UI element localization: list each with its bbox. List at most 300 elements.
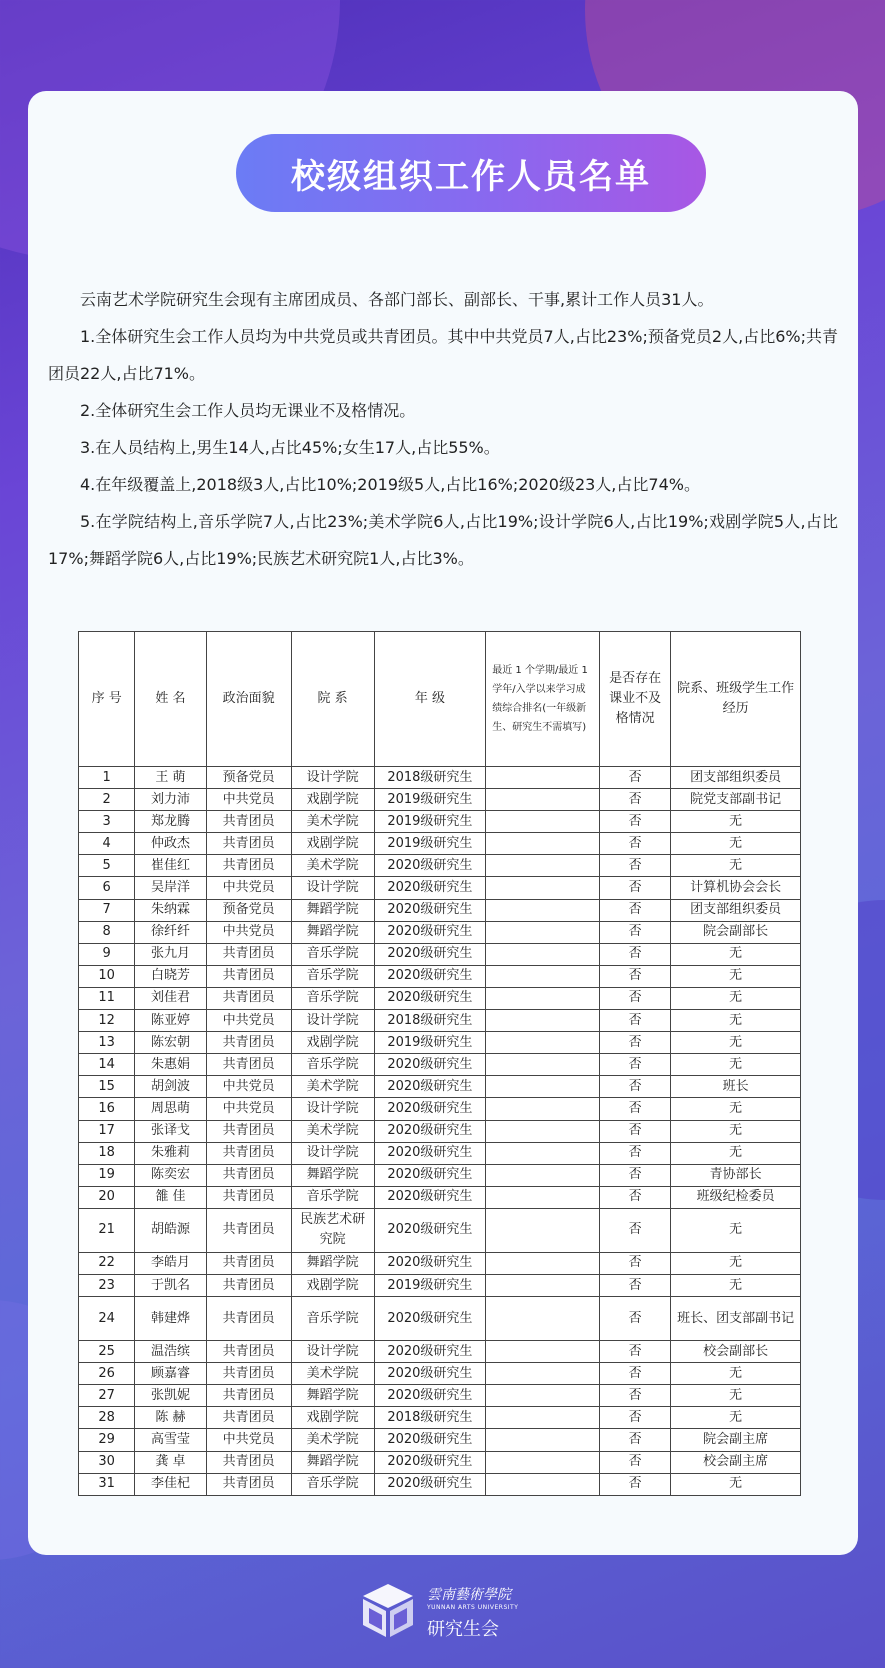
- table-row: [79, 921, 801, 943]
- cell-rank: [486, 1120, 600, 1142]
- cell-fail: 否: [599, 899, 670, 921]
- cell-dept: 设计学院: [291, 877, 374, 899]
- cell-grade: 2020级研究生: [374, 877, 486, 899]
- cell-fail: 否: [599, 1076, 670, 1098]
- table-row: [79, 1076, 801, 1098]
- cell-name: 徐纤纤: [135, 921, 206, 943]
- table-body: [79, 767, 801, 1496]
- cell-rank: [486, 1341, 600, 1363]
- table-row: [79, 1407, 801, 1429]
- cell-name: 张译戈: [135, 1120, 206, 1142]
- cell-grade: 2020级研究生: [374, 1142, 486, 1164]
- cell-name: 白晓芳: [135, 965, 206, 987]
- cell-dept: 舞蹈学院: [291, 1164, 374, 1186]
- cell-fail: 否: [599, 1032, 670, 1054]
- intro-paragraph: 云南艺术学院研究生会现有主席团成员、各部门部长、副部长、干事,累计工作人员31人。: [80, 290, 714, 309]
- cell-dept: 美术学院: [291, 1076, 374, 1098]
- cell-rank: [486, 1407, 600, 1429]
- cell-no: 28: [79, 1407, 135, 1429]
- intro-paragraph: 3.在人员结构上,男生14人,占比45%;女生17人,占比55%。: [80, 438, 500, 457]
- cell-fail: 否: [599, 1429, 670, 1451]
- cell-no: 4: [79, 833, 135, 855]
- cell-exp: 团支部组织委员: [671, 767, 801, 789]
- cell-dept: 戏剧学院: [291, 1274, 374, 1296]
- cell-name: 温浩缤: [135, 1341, 206, 1363]
- cell-exp: 校会副主席: [671, 1451, 801, 1473]
- cell-no: 21: [79, 1208, 135, 1252]
- cell-politics: 共青团员: [206, 1252, 291, 1274]
- staff-table-wrap: [78, 631, 801, 1496]
- cell-name: 李皓月: [135, 1252, 206, 1274]
- cell-politics: 共青团员: [206, 1341, 291, 1363]
- cell-exp: 无: [671, 811, 801, 833]
- cell-exp: 班长、团支部副书记: [671, 1297, 801, 1341]
- cell-dept: 戏剧学院: [291, 833, 374, 855]
- table-row: [79, 1473, 801, 1495]
- cell-grade: 2020级研究生: [374, 987, 486, 1009]
- cell-dept: 舞蹈学院: [291, 1451, 374, 1473]
- table-row: [79, 1098, 801, 1120]
- header-dept: 院 系: [291, 632, 374, 767]
- cell-fail: 否: [599, 789, 670, 811]
- cell-dept: 美术学院: [291, 1363, 374, 1385]
- cell-no: 22: [79, 1252, 135, 1274]
- cell-fail: 否: [599, 1473, 670, 1495]
- cell-dept: 美术学院: [291, 855, 374, 877]
- cell-exp: 班级纪检委员: [671, 1186, 801, 1208]
- cell-name: 刘力沛: [135, 789, 206, 811]
- cell-politics: 预备党员: [206, 767, 291, 789]
- cell-grade: 2018级研究生: [374, 1407, 486, 1429]
- cell-politics: 共青团员: [206, 1473, 291, 1495]
- cell-no: 10: [79, 965, 135, 987]
- cell-politics: 中共党员: [206, 877, 291, 899]
- book-cube-logo-icon: [357, 1580, 419, 1642]
- cell-no: 29: [79, 1429, 135, 1451]
- cell-rank: [486, 1274, 600, 1296]
- cell-fail: 否: [599, 1451, 670, 1473]
- table-row: [79, 899, 801, 921]
- table-row: [79, 1429, 801, 1451]
- table-row: [79, 1164, 801, 1186]
- cell-grade: 2020级研究生: [374, 1120, 486, 1142]
- cell-fail: 否: [599, 1010, 670, 1032]
- table-row: [79, 789, 801, 811]
- table-row: [79, 1252, 801, 1274]
- cell-dept: 音乐学院: [291, 965, 374, 987]
- cell-rank: [486, 1164, 600, 1186]
- cell-grade: 2018级研究生: [374, 767, 486, 789]
- cell-name: 李佳杞: [135, 1473, 206, 1495]
- table-row: [79, 1010, 801, 1032]
- cell-grade: 2020级研究生: [374, 1429, 486, 1451]
- table-row: [79, 767, 801, 789]
- cell-exp: 团支部组织委员: [671, 899, 801, 921]
- cell-name: 朱惠娟: [135, 1054, 206, 1076]
- cell-no: 13: [79, 1032, 135, 1054]
- cell-grade: 2020级研究生: [374, 1076, 486, 1098]
- cell-politics: 中共党员: [206, 1010, 291, 1032]
- cell-fail: 否: [599, 1142, 670, 1164]
- cell-rank: [486, 1098, 600, 1120]
- cell-no: 11: [79, 987, 135, 1009]
- table-row: [79, 1032, 801, 1054]
- cell-politics: 共青团员: [206, 1142, 291, 1164]
- cell-politics: 共青团员: [206, 855, 291, 877]
- cell-no: 2: [79, 789, 135, 811]
- cell-dept: 音乐学院: [291, 943, 374, 965]
- cell-name: 仲政杰: [135, 833, 206, 855]
- table-row: [79, 965, 801, 987]
- cell-name: 崔佳红: [135, 855, 206, 877]
- cell-grade: 2020级研究生: [374, 965, 486, 987]
- table-row: [79, 1451, 801, 1473]
- cell-grade: 2020级研究生: [374, 943, 486, 965]
- cell-exp: 院会副主席: [671, 1429, 801, 1451]
- cell-dept: 民族艺术研究院: [291, 1208, 374, 1252]
- cell-politics: 共青团员: [206, 833, 291, 855]
- cell-fail: 否: [599, 1054, 670, 1076]
- cell-name: 顾嘉睿: [135, 1363, 206, 1385]
- cell-no: 16: [79, 1098, 135, 1120]
- cell-no: 1: [79, 767, 135, 789]
- cell-grade: 2019级研究生: [374, 811, 486, 833]
- cell-dept: 设计学院: [291, 1341, 374, 1363]
- cell-grade: 2019级研究生: [374, 789, 486, 811]
- cell-fail: 否: [599, 943, 670, 965]
- cell-rank: [486, 1142, 600, 1164]
- cell-grade: 2020级研究生: [374, 855, 486, 877]
- cell-name: 吴岸洋: [135, 877, 206, 899]
- cell-dept: 舞蹈学院: [291, 1385, 374, 1407]
- cell-rank: [486, 1473, 600, 1495]
- table-row: [79, 1120, 801, 1142]
- table-row: [79, 1186, 801, 1208]
- header-no: 序 号: [79, 632, 135, 767]
- cell-politics: 共青团员: [206, 1451, 291, 1473]
- cell-exp: 无: [671, 943, 801, 965]
- cell-no: 20: [79, 1186, 135, 1208]
- cell-fail: 否: [599, 987, 670, 1009]
- cell-dept: 音乐学院: [291, 987, 374, 1009]
- cell-rank: [486, 987, 600, 1009]
- cell-grade: 2020级研究生: [374, 1341, 486, 1363]
- table-row: [79, 855, 801, 877]
- page-title: 校级组织工作人员名单: [291, 156, 651, 197]
- cell-no: 6: [79, 877, 135, 899]
- cell-rank: [486, 943, 600, 965]
- cell-dept: 设计学院: [291, 1010, 374, 1032]
- cell-no: 5: [79, 855, 135, 877]
- cell-exp: 青协部长: [671, 1164, 801, 1186]
- cell-fail: 否: [599, 1407, 670, 1429]
- cell-rank: [486, 855, 600, 877]
- cell-rank: [486, 767, 600, 789]
- staff-table: [78, 631, 801, 1496]
- table-row: [79, 943, 801, 965]
- cell-grade: 2020级研究生: [374, 1385, 486, 1407]
- cell-name: 郑龙腾: [135, 811, 206, 833]
- cell-politics: 共青团员: [206, 965, 291, 987]
- cell-fail: 否: [599, 1385, 670, 1407]
- cell-politics: 中共党员: [206, 1429, 291, 1451]
- table-header-row: [79, 632, 801, 767]
- cell-rank: [486, 1363, 600, 1385]
- cell-no: 8: [79, 921, 135, 943]
- cell-no: 18: [79, 1142, 135, 1164]
- cell-rank: [486, 1054, 600, 1076]
- cell-no: 7: [79, 899, 135, 921]
- cell-grade: 2020级研究生: [374, 899, 486, 921]
- header-name: 姓 名: [135, 632, 206, 767]
- cell-no: 9: [79, 943, 135, 965]
- cell-politics: 共青团员: [206, 943, 291, 965]
- table-row: [79, 1385, 801, 1407]
- cell-grade: 2019级研究生: [374, 1032, 486, 1054]
- logo-subtitle: 研究生会: [427, 1619, 499, 1640]
- cell-rank: [486, 1076, 600, 1098]
- table-row: [79, 1208, 801, 1252]
- cell-exp: 无: [671, 1120, 801, 1142]
- cell-rank: [486, 1186, 600, 1208]
- table-row: [79, 1274, 801, 1296]
- cell-rank: [486, 1429, 600, 1451]
- cell-name: 陈 赫: [135, 1407, 206, 1429]
- table-row: [79, 1341, 801, 1363]
- cell-fail: 否: [599, 855, 670, 877]
- cell-name: 朱纳霖: [135, 899, 206, 921]
- cell-politics: 共青团员: [206, 811, 291, 833]
- header-exp: 院系、班级学生工作经历: [671, 632, 801, 767]
- cell-politics: 共青团员: [206, 1120, 291, 1142]
- intro-paragraph: 1.全体研究生会工作人员均为中共党员或共青团员。其中中共党员7人,占比23%;预备党员2人,占比6%;共青团员22人,占比71%。: [48, 327, 838, 383]
- cell-exp: 院会副部长: [671, 921, 801, 943]
- cell-fail: 否: [599, 1164, 670, 1186]
- cell-grade: 2020级研究生: [374, 1473, 486, 1495]
- cell-fail: 否: [599, 921, 670, 943]
- cell-fail: 否: [599, 1274, 670, 1296]
- table-row: [79, 811, 801, 833]
- cell-dept: 设计学院: [291, 767, 374, 789]
- table-row: [79, 1054, 801, 1076]
- intro-text: [48, 281, 838, 577]
- cell-politics: 中共党员: [206, 921, 291, 943]
- cell-exp: 无: [671, 1142, 801, 1164]
- cell-no: 3: [79, 811, 135, 833]
- cell-exp: 无: [671, 1252, 801, 1274]
- cell-exp: 校会副部长: [671, 1341, 801, 1363]
- cell-rank: [486, 1252, 600, 1274]
- cell-name: 陈宏朝: [135, 1032, 206, 1054]
- cell-fail: 否: [599, 877, 670, 899]
- cell-no: 30: [79, 1451, 135, 1473]
- cell-grade: 2018级研究生: [374, 1010, 486, 1032]
- cell-dept: 舞蹈学院: [291, 921, 374, 943]
- cell-exp: 无: [671, 987, 801, 1009]
- cell-rank: [486, 1208, 600, 1252]
- table-row: [79, 877, 801, 899]
- cell-grade: 2020级研究生: [374, 1208, 486, 1252]
- cell-name: 周思萌: [135, 1098, 206, 1120]
- cell-no: 27: [79, 1385, 135, 1407]
- cell-rank: [486, 789, 600, 811]
- cell-dept: 戏剧学院: [291, 789, 374, 811]
- cell-grade: 2020级研究生: [374, 1098, 486, 1120]
- cell-dept: 舞蹈学院: [291, 1252, 374, 1274]
- cell-politics: 预备党员: [206, 899, 291, 921]
- cell-politics: 共青团员: [206, 1274, 291, 1296]
- cell-name: 朱雅莉: [135, 1142, 206, 1164]
- cell-grade: 2020级研究生: [374, 1186, 486, 1208]
- cell-exp: 无: [671, 1054, 801, 1076]
- cell-grade: 2019级研究生: [374, 833, 486, 855]
- cell-grade: 2020级研究生: [374, 1297, 486, 1341]
- table-row: [79, 1297, 801, 1341]
- content-card: [28, 91, 858, 1555]
- cell-no: 24: [79, 1297, 135, 1341]
- cell-politics: 共青团员: [206, 1297, 291, 1341]
- footer-logo: [357, 1580, 537, 1642]
- cell-rank: [486, 1010, 600, 1032]
- cell-name: 胡皓源: [135, 1208, 206, 1252]
- cell-fail: 否: [599, 767, 670, 789]
- cell-no: 23: [79, 1274, 135, 1296]
- cell-exp: 无: [671, 1385, 801, 1407]
- cell-no: 17: [79, 1120, 135, 1142]
- cell-no: 19: [79, 1164, 135, 1186]
- cell-rank: [486, 1385, 600, 1407]
- cell-exp: 无: [671, 1098, 801, 1120]
- cell-rank: [486, 1297, 600, 1341]
- cell-exp: 无: [671, 833, 801, 855]
- cell-fail: 否: [599, 811, 670, 833]
- cell-politics: 共青团员: [206, 1385, 291, 1407]
- cell-politics: 共青团员: [206, 1054, 291, 1076]
- cell-dept: 美术学院: [291, 1429, 374, 1451]
- cell-fail: 否: [599, 833, 670, 855]
- cell-name: 刘佳君: [135, 987, 206, 1009]
- cell-rank: [486, 811, 600, 833]
- cell-politics: 共青团员: [206, 1208, 291, 1252]
- logo-name-en: YUNNAN ARTS UNIVERSITY: [427, 1604, 519, 1611]
- cell-name: 陈亚婷: [135, 1010, 206, 1032]
- table-row: [79, 1363, 801, 1385]
- cell-fail: 否: [599, 1186, 670, 1208]
- cell-no: 12: [79, 1010, 135, 1032]
- cell-politics: 中共党员: [206, 1098, 291, 1120]
- cell-no: 31: [79, 1473, 135, 1495]
- cell-politics: 共青团员: [206, 1186, 291, 1208]
- cell-grade: 2020级研究生: [374, 921, 486, 943]
- cell-name: 张九月: [135, 943, 206, 965]
- cell-rank: [486, 965, 600, 987]
- cell-dept: 音乐学院: [291, 1297, 374, 1341]
- cell-dept: 音乐学院: [291, 1186, 374, 1208]
- cell-exp: 无: [671, 1208, 801, 1252]
- cell-politics: 共青团员: [206, 1164, 291, 1186]
- cell-fail: 否: [599, 965, 670, 987]
- cell-rank: [486, 1032, 600, 1054]
- cell-grade: 2020级研究生: [374, 1252, 486, 1274]
- cell-exp: 无: [671, 1363, 801, 1385]
- cell-politics: 中共党员: [206, 1076, 291, 1098]
- intro-paragraph: 5.在学院结构上,音乐学院7人,占比23%;美术学院6人,占比19%;设计学院6人,占比19%;戏剧学院5人,占比17%;舞蹈学院6人,占比19%;民族艺术研究院1人,占比3%。: [48, 512, 838, 568]
- cell-grade: 2020级研究生: [374, 1164, 486, 1186]
- header-grade: 年 级: [374, 632, 486, 767]
- cell-exp: 无: [671, 1032, 801, 1054]
- cell-exp: 无: [671, 1407, 801, 1429]
- cell-no: 25: [79, 1341, 135, 1363]
- cell-dept: 设计学院: [291, 1098, 374, 1120]
- cell-no: 15: [79, 1076, 135, 1098]
- cell-dept: 设计学院: [291, 1142, 374, 1164]
- header-fail: 是否存在课业不及格情况: [599, 632, 670, 767]
- cell-no: 26: [79, 1363, 135, 1385]
- cell-fail: 否: [599, 1098, 670, 1120]
- cell-grade: 2019级研究生: [374, 1274, 486, 1296]
- cell-exp: 班长: [671, 1076, 801, 1098]
- cell-exp: 无: [671, 855, 801, 877]
- cell-fail: 否: [599, 1120, 670, 1142]
- cell-dept: 美术学院: [291, 811, 374, 833]
- table-row: [79, 833, 801, 855]
- cell-name: 雒 佳: [135, 1186, 206, 1208]
- header-politics: 政治面貌: [206, 632, 291, 767]
- cell-exp: 无: [671, 1274, 801, 1296]
- cell-fail: 否: [599, 1363, 670, 1385]
- cell-name: 王 萌: [135, 767, 206, 789]
- cell-exp: 无: [671, 965, 801, 987]
- cell-grade: 2020级研究生: [374, 1451, 486, 1473]
- cell-name: 韩建烨: [135, 1297, 206, 1341]
- intro-paragraph: 4.在年级覆盖上,2018级3人,占比10%;2019级5人,占比16%;2020级23人,占比74%。: [80, 475, 700, 494]
- cell-name: 高雪莹: [135, 1429, 206, 1451]
- cell-fail: 否: [599, 1341, 670, 1363]
- cell-politics: 共青团员: [206, 987, 291, 1009]
- cell-exp: 无: [671, 1010, 801, 1032]
- cell-dept: 音乐学院: [291, 1054, 374, 1076]
- cell-rank: [486, 833, 600, 855]
- cell-dept: 戏剧学院: [291, 1407, 374, 1429]
- cell-exp: 无: [671, 1473, 801, 1495]
- cell-name: 胡剑波: [135, 1076, 206, 1098]
- cell-dept: 戏剧学院: [291, 1032, 374, 1054]
- cell-rank: [486, 899, 600, 921]
- title-banner: [236, 134, 706, 212]
- cell-rank: [486, 921, 600, 943]
- cell-dept: 舞蹈学院: [291, 899, 374, 921]
- cell-politics: 共青团员: [206, 1032, 291, 1054]
- cell-politics: 共青团员: [206, 1407, 291, 1429]
- cell-name: 陈奕宏: [135, 1164, 206, 1186]
- cell-fail: 否: [599, 1208, 670, 1252]
- cell-politics: 中共党员: [206, 789, 291, 811]
- table-row: [79, 1142, 801, 1164]
- header-rank: 最近 1 个学期/最近 1 学年/入学以来学习成绩综合排名(一年级新生、研究生不需填写): [486, 632, 600, 767]
- cell-exp: 院党支部副书记: [671, 789, 801, 811]
- cell-rank: [486, 1451, 600, 1473]
- cell-dept: 音乐学院: [291, 1473, 374, 1495]
- cell-rank: [486, 877, 600, 899]
- cell-dept: 美术学院: [291, 1120, 374, 1142]
- logo-name-cn: 雲南藝術學院: [427, 1587, 511, 1603]
- cell-name: 于凯名: [135, 1274, 206, 1296]
- intro-paragraph: 2.全体研究生会工作人员均无课业不及格情况。: [80, 401, 416, 420]
- cell-name: 龚 卓: [135, 1451, 206, 1473]
- cell-name: 张凯妮: [135, 1385, 206, 1407]
- cell-exp: 计算机协会会长: [671, 877, 801, 899]
- cell-fail: 否: [599, 1252, 670, 1274]
